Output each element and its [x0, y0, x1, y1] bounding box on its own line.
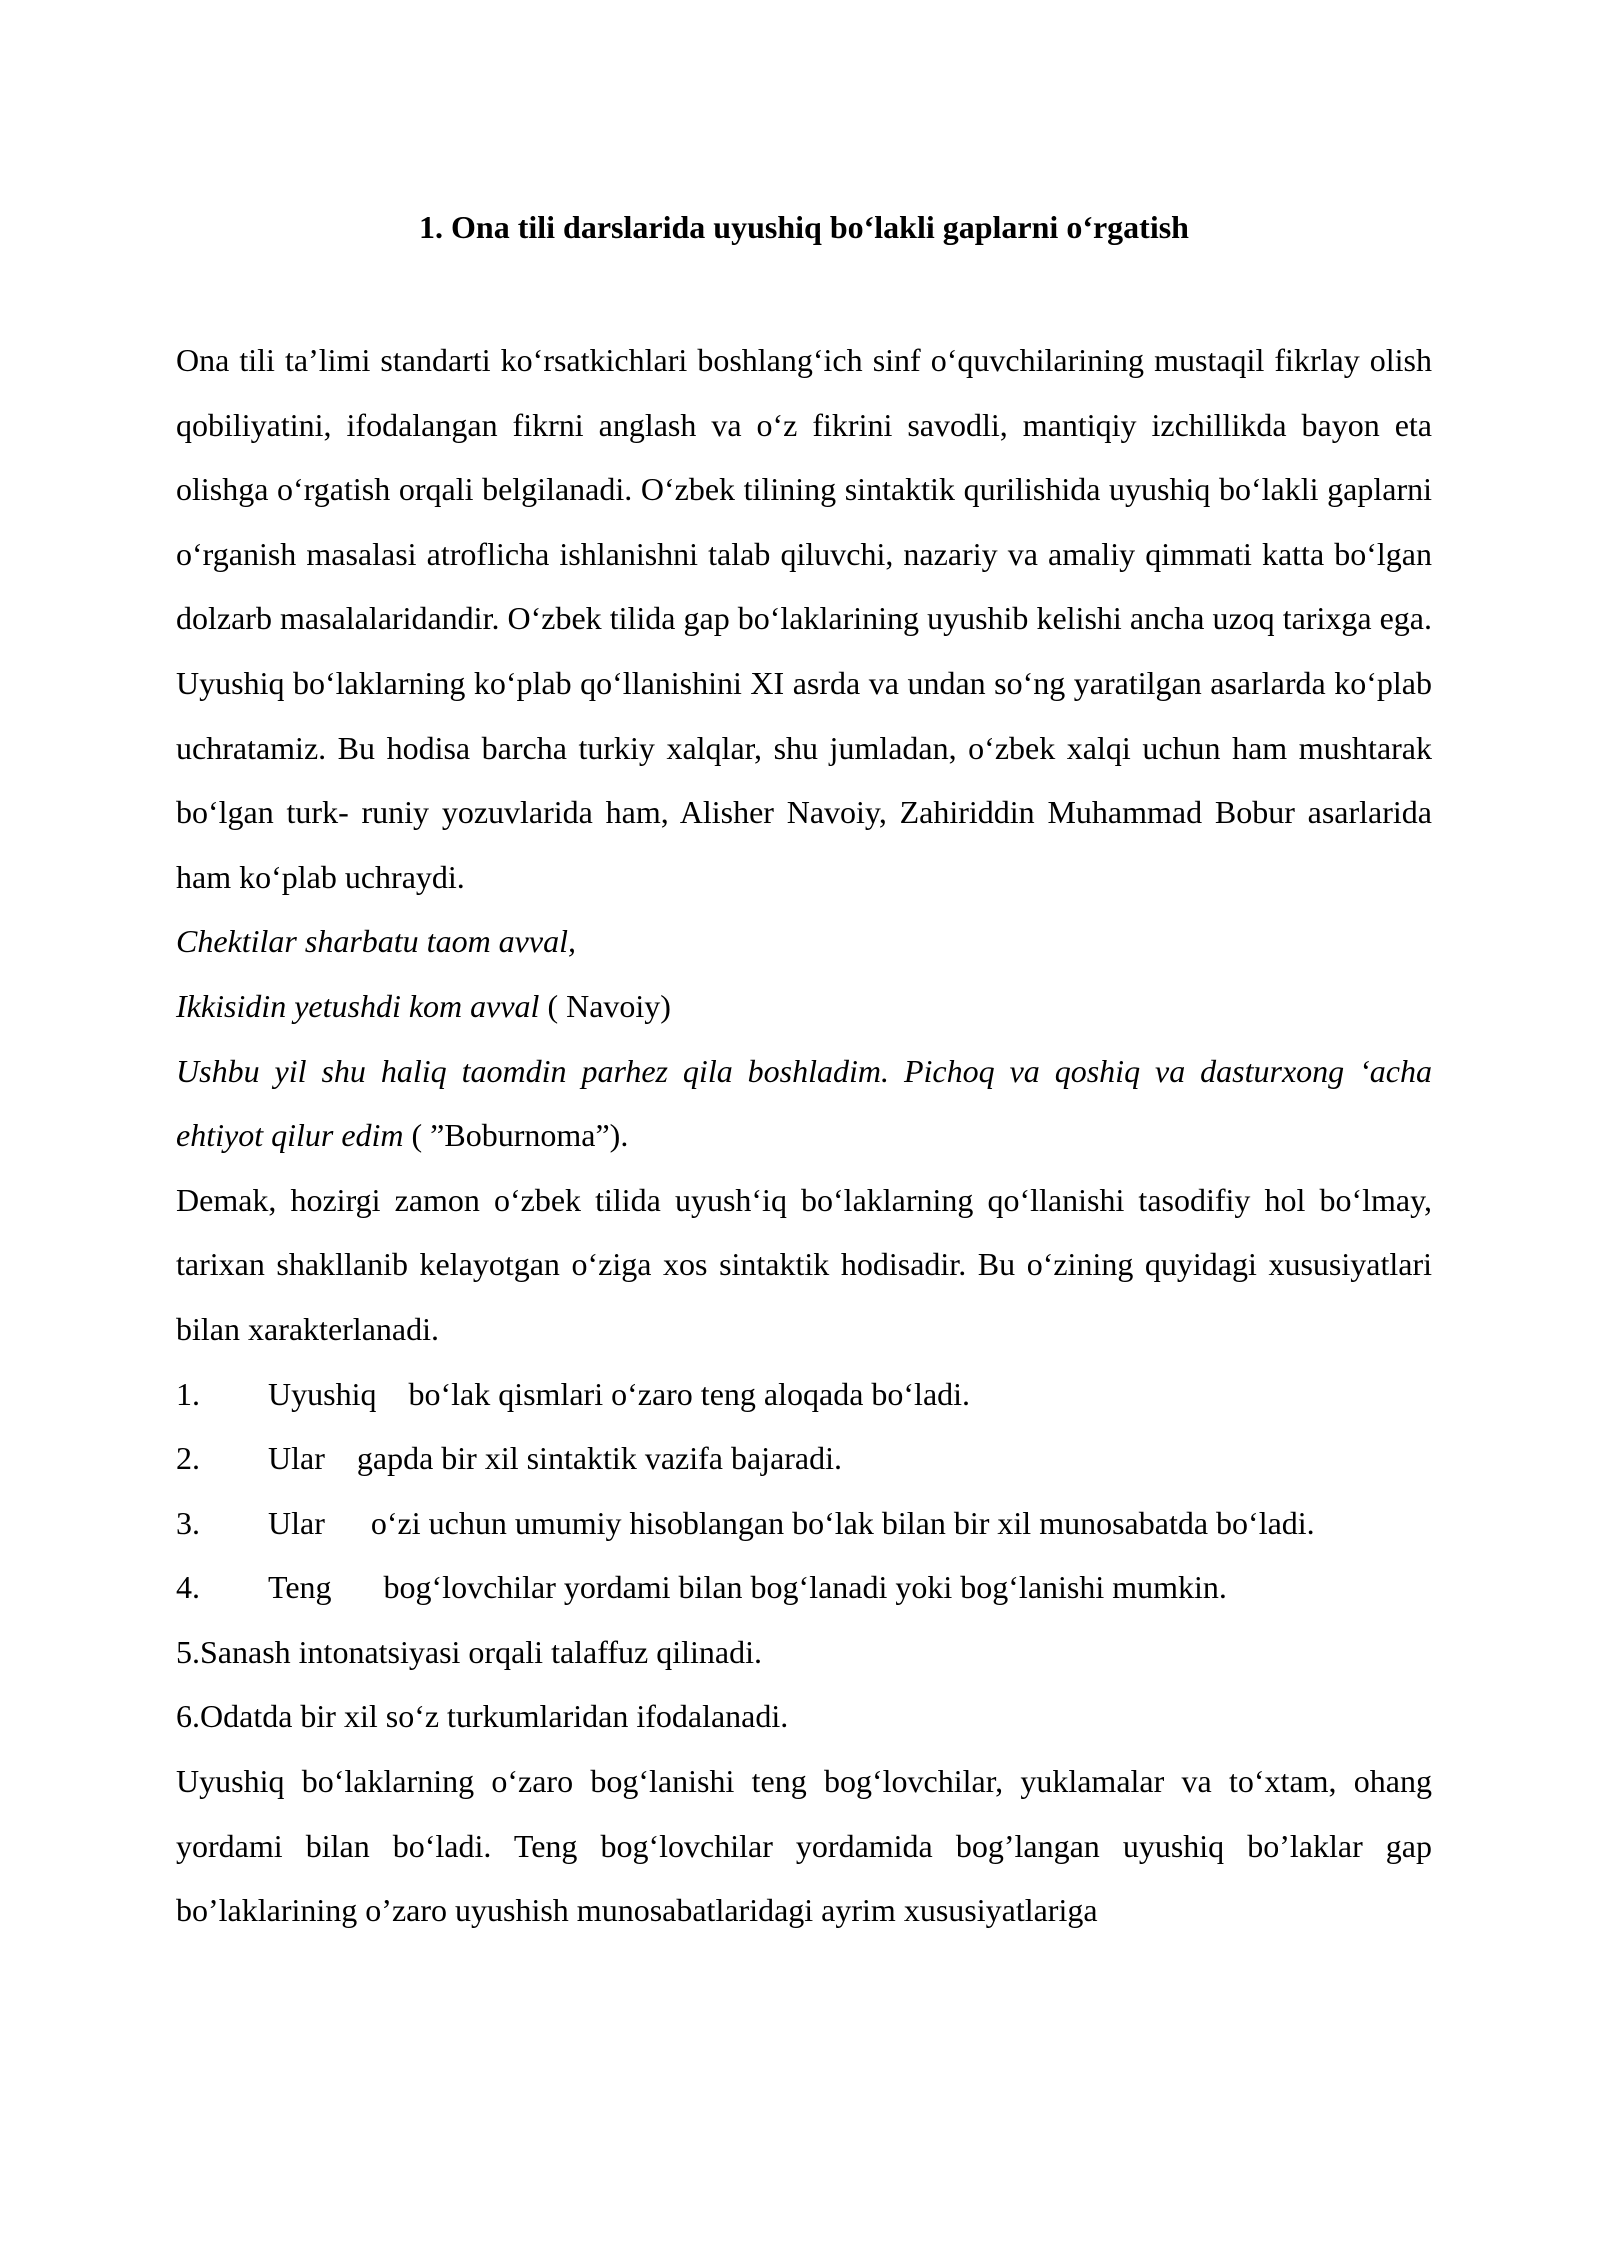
feature-word: Ular	[268, 1440, 325, 1477]
feature-number: 4.	[176, 1569, 200, 1606]
conclusion-paragraph: Demak, hozirgi zamon o‘zbek tilida uyush‘iq bo‘laklarning qo‘llanishi tasodifiy hol bo‘lmay, tarixan shakllanib kelayotgan o‘ziga xos sintaktik hodisadir. Bu o‘zining quyidagi xususiyatlari bilan xarakterlanadi.	[176, 1181, 1432, 1347]
quote-verse-source: ( Navoiy)	[539, 987, 671, 1024]
feature-number: 1.	[176, 1375, 200, 1412]
feature-item-1	[176, 1362, 1432, 1427]
feature-item-5: 5.Sanash intonatsiyasi orqali talaffuz qilinadi.	[176, 1633, 762, 1670]
feature-item-6: 6.Odatda bir xil so‘z turkumlaridan ifodalanadi.	[176, 1698, 789, 1735]
document-title: 1. Ona tili darslarida uyushiq bo‘lakli gaplarni o‘rgatish	[419, 209, 1189, 245]
feature-word: Ular	[268, 1504, 325, 1541]
feature-number: 2.	[176, 1440, 200, 1477]
feature-item-2	[176, 1426, 1432, 1491]
quote-line-1	[176, 909, 1432, 974]
final-paragraph: Uyushiq bo‘laklarning o‘zaro bog‘lanishi teng bog‘lovchilar, yuklamalar va to‘xtam, ohang yordami bilan bo‘ladi. Teng bog‘lovchilar yordamida bog’langan uyushiq bo’laklar gap bo’laklarining o’zaro uyushish munosabatlaridagi ayrim xususiyatlariga	[176, 1763, 1432, 1929]
feature-text: o‘zi uchun umumiy hisoblangan bo‘lak bilan bir xil munosabatda bo‘ladi.	[370, 1504, 1315, 1541]
intro-paragraph: Ona tili ta’limi standarti ko‘rsatkichlari boshlang‘ich sinf o‘quvchilarining mustaqil fikrlay olish qobiliyatini, ifodalangan fikrni anglash va o‘z fikrini savodli, mantiqiy izchillikda bayon eta olishga o‘rgatish orqali belgilanadi. O‘zbek tilining sintaktik qurilishida uyushiq bo‘lakli gaplarni o‘rganish masalasi atroflicha ishlanishni talab qiluvchi, nazariy va amaliy qimmati katta bo‘lgan dolzarb masalalaridandir. O‘zbek tilida gap bo‘laklarining uyushib kelishi ancha uzoq tarixga ega. Uyushiq bo‘laklarning ko‘plab qo‘llanishini XI asrda va undan so‘ng yaratilgan asarlarda ko‘plab uchratamiz. Bu hodisa barcha turkiy xalqlar, shu jumladan, o‘zbek xalqi uchun ham mushtarak bo‘lgan turk- runiy yozuvlarida ham, Alisher Navoiy, Zahiriddin Muhammad Bobur asarlarida ham ko‘plab uchraydi.	[176, 342, 1432, 895]
feature-item-3	[176, 1491, 1432, 1556]
feature-text: bog‘lovchilar yordami bilan bog‘lanadi yoki bog‘lanishi mumkin.	[383, 1569, 1227, 1606]
feature-item-4	[176, 1555, 1432, 1620]
quote-prose-text: Ushbu yil shu haliq taomdin parhez qila boshladim. Pichoq va qoshiq va dasturxong ‘acha ehtiyot qilur edim	[176, 1052, 1432, 1154]
quote-verse-1: Chektilar sharbatu taom avval,	[176, 923, 576, 960]
quote-line-2	[176, 974, 1432, 1039]
feature-number: 3.	[176, 1504, 200, 1541]
quote-verse-2: Ikkisidin yetushdi kom avval	[176, 987, 540, 1024]
feature-word: Teng	[268, 1569, 332, 1606]
feature-text: bo‘lak qismlari o‘zaro teng aloqada bo‘ladi.	[408, 1375, 971, 1412]
feature-word: Uyushiq	[268, 1375, 377, 1412]
quote-prose	[176, 1039, 1432, 1168]
quote-prose-source: ( ”Boburnoma”).	[403, 1117, 629, 1154]
document-body	[176, 328, 1432, 1943]
feature-text: gapda bir xil sintaktik vazifa bajaradi.	[356, 1440, 843, 1477]
